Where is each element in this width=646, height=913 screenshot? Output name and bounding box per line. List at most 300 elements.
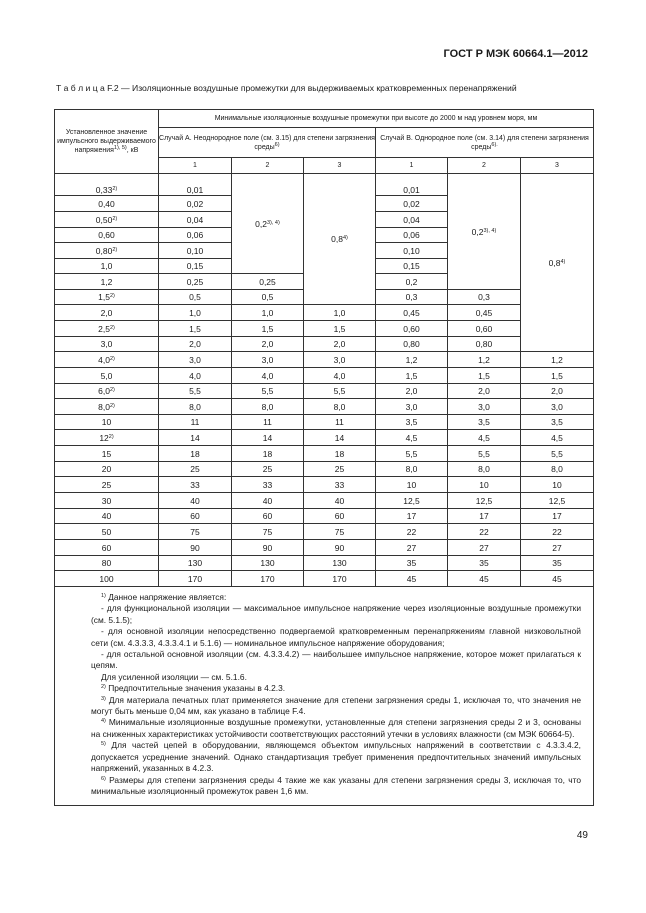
cell-value: 75 <box>190 526 200 537</box>
merged-value: 0,8 <box>331 234 343 244</box>
cell-value: 8,0 <box>551 464 563 474</box>
voltage-value: 1,0 <box>100 261 113 271</box>
case-b-degree-1-cell <box>376 493 448 509</box>
voltage-value: 80 <box>101 558 112 568</box>
cell-value: 5,5 <box>405 448 418 459</box>
footnote-marker: 3) <box>101 695 106 702</box>
case-b-degree-2-cell <box>448 446 521 462</box>
cell-value: 22 <box>479 526 489 537</box>
cell-value: 10 <box>406 479 417 490</box>
footnote <box>91 649 581 672</box>
pollution-degree-header: 1 <box>159 158 232 174</box>
cell-value: 0,04 <box>403 214 420 225</box>
voltage-value: 20 <box>101 464 112 474</box>
footnote-text: - для остальной основной изоляции (см. 4.3.3.4.2) — наибольшее импульсное напряжение, которое может прилагаться к цепям. <box>91 649 581 671</box>
case-a-degree-3-merged <box>304 174 376 305</box>
footnote-marker: 5) <box>101 741 106 748</box>
case-b-degree-1-cell <box>376 337 448 352</box>
merged-footnote-ref: 4) <box>342 235 348 241</box>
cell-value: 170 <box>260 573 275 584</box>
case-a-degree-1-cell <box>159 274 232 290</box>
case-a-degree-1-cell <box>159 415 232 430</box>
cell-value: 4,0 <box>333 370 346 381</box>
voltage-cell <box>55 174 159 196</box>
case-b-degree-3-cell <box>521 493 594 509</box>
voltage-column-header: Установленное значение импульсного выдерживаемого напряжения$^{1), 5)}$, кВ <box>55 110 159 174</box>
cell-value: 14 <box>262 432 273 443</box>
voltage-value: 40 <box>101 511 112 521</box>
case-b-degree-3-cell <box>521 446 594 462</box>
cell-value: 1,5 <box>478 370 490 381</box>
case-a-degree-1-cell <box>159 399 232 415</box>
cell-value: 75 <box>262 526 273 537</box>
footnote-text: - для функциональной изоляции — максимальное импульсное напряжение через изоляционные воздушные промежутки (см. 5.1.5); <box>91 603 581 625</box>
case-b-degree-1-cell <box>376 321 448 337</box>
table-row <box>55 337 594 352</box>
case-b-degree-1-cell <box>376 368 448 384</box>
cell-value: 1,5 <box>189 323 201 334</box>
case-b-degree-3-cell <box>521 571 594 587</box>
cell-value: 0,01 <box>403 185 420 195</box>
case-a-degree-2-cell <box>232 352 304 368</box>
case-a-degree-3-cell <box>304 321 376 337</box>
case-a-degree-1-cell <box>159 290 232 305</box>
merged-footnote-ref: 3), 4) <box>483 227 497 234</box>
cell-value: 0,06 <box>186 230 204 240</box>
voltage-footnote-ref: 2) <box>112 186 118 192</box>
case-b-degree-1-cell <box>376 384 448 399</box>
voltage-value: 25 <box>101 479 112 490</box>
case-b-degree-1-cell <box>376 540 448 556</box>
case-b-degree-1-cell <box>376 399 448 415</box>
table-row <box>55 174 594 196</box>
case-b-degree-2-cell <box>448 556 521 571</box>
footnote <box>91 626 581 649</box>
cell-value: 0,15 <box>186 261 204 271</box>
voltage-footnote-ref: 2) <box>109 324 115 331</box>
cell-value: 33 <box>190 479 200 490</box>
voltage-cell <box>55 556 159 571</box>
case-b-degree-1-cell <box>376 415 448 430</box>
case-b-degree-1-cell <box>376 274 448 290</box>
merged-value: 0,2 <box>471 226 484 237</box>
case-b-degree-1-cell <box>376 243 448 259</box>
cell-value: 1,2 <box>405 354 418 365</box>
clearance-header: Минимальные изоляционные воздушные промежутки при высоте до 2000 м над уровнем моря, мм <box>159 110 594 128</box>
case-b-degree-2-cell <box>448 321 521 337</box>
cell-value: 17 <box>406 511 417 521</box>
cell-value: 75 <box>334 526 345 537</box>
cell-value: 11 <box>190 417 200 427</box>
case-a-degree-3-cell <box>304 446 376 462</box>
case-a-degree-3-cell <box>304 415 376 430</box>
case-a-degree-1-cell <box>159 446 232 462</box>
cell-value: 18 <box>190 448 200 459</box>
case-a-degree-3-cell <box>304 524 376 540</box>
cell-value: 1,0 <box>261 307 274 318</box>
cell-value: 22 <box>552 526 562 537</box>
case-b-degree-2-cell <box>448 415 521 430</box>
case-a-degree-3-cell <box>304 556 376 571</box>
cell-value: 45 <box>552 573 562 584</box>
cell-value: 130 <box>332 558 347 568</box>
cell-value: 0,60 <box>403 323 420 334</box>
voltage-value: 12 <box>99 432 109 443</box>
case-b-degree-1-cell <box>376 196 448 212</box>
cell-value: 3,0 <box>478 401 490 412</box>
voltage-value: 0,50 <box>95 214 113 225</box>
case-b-degree-2-cell <box>448 384 521 399</box>
voltage-value: 8,0 <box>98 401 110 412</box>
cell-value: 0,04 <box>186 214 204 225</box>
table-row <box>55 462 594 477</box>
footnote <box>91 592 581 603</box>
case-b-degree-2-cell <box>448 368 521 384</box>
case-a-degree-1-cell <box>159 556 232 571</box>
case-a-degree-3-cell <box>304 384 376 399</box>
table-row <box>55 477 594 493</box>
voltage-cell <box>55 493 159 509</box>
case-a-degree-2-cell <box>232 509 304 524</box>
footnote <box>91 717 581 740</box>
case-a-degree-2-cell <box>232 305 304 321</box>
voltage-cell <box>55 259 159 274</box>
cell-value: 1,2 <box>551 354 563 365</box>
case-b-degree-1-cell <box>376 462 448 477</box>
footnote <box>91 672 581 683</box>
voltage-footnote-ref: 2) <box>109 387 115 393</box>
footnote <box>91 603 581 626</box>
case-b-degree-2-cell <box>448 352 521 368</box>
case-a-degree-1-cell <box>159 305 232 321</box>
case-a-degree-2-cell <box>232 556 304 571</box>
table-row <box>55 384 594 399</box>
voltage-value: 15 <box>101 448 112 459</box>
case-b-degree-1-cell <box>376 524 448 540</box>
case-a-degree-2-cell <box>232 415 304 430</box>
cell-value: 40 <box>334 495 345 506</box>
voltage-value: 0,80 <box>95 245 113 256</box>
cell-value: 4,5 <box>551 432 563 443</box>
case-a-degree-3-cell <box>304 337 376 352</box>
cell-value: 12,5 <box>403 495 420 506</box>
case-b-degree-2-cell <box>448 493 521 509</box>
case-a-degree-3-cell <box>304 540 376 556</box>
footnote <box>91 775 581 798</box>
table-row <box>55 446 594 462</box>
cell-value: 90 <box>334 542 345 553</box>
cell-value: 0,45 <box>475 307 493 318</box>
cell-value: 4,5 <box>405 432 418 443</box>
cell-value: 0,5 <box>261 292 274 302</box>
cell-value: 4,5 <box>478 432 490 443</box>
footnote-text: Данное напряжение является: <box>105 592 227 602</box>
cell-value: 33 <box>334 479 345 490</box>
voltage-cell <box>55 321 159 337</box>
footnote-marker: 6) <box>101 775 106 782</box>
table-row <box>55 509 594 524</box>
case-a-degree-2-merged <box>232 174 304 274</box>
cell-value: 60 <box>190 511 200 521</box>
voltage-cell <box>55 540 159 556</box>
merged-footnote-ref: 4) <box>560 258 566 265</box>
case-a-degree-2-cell <box>232 368 304 384</box>
voltage-value: 0,60 <box>98 230 115 240</box>
voltage-value: 0,40 <box>98 198 115 209</box>
cell-value: 5,5 <box>261 386 274 396</box>
cell-value: 3,5 <box>478 417 490 427</box>
case-a-degree-2-cell <box>232 430 304 446</box>
voltage-cell <box>55 228 159 243</box>
case-b-degree-1-cell <box>376 430 448 446</box>
case-b-degree-2-cell <box>448 571 521 587</box>
cell-value: 0,02 <box>403 198 420 209</box>
voltage-cell <box>55 509 159 524</box>
case-a-degree-1-cell <box>159 352 232 368</box>
voltage-cell <box>55 305 159 321</box>
voltage-value: 1,5 <box>98 292 110 302</box>
case-a-degree-1-cell <box>159 477 232 493</box>
cell-value: 25 <box>190 464 200 474</box>
case-a-degree-1-cell <box>159 462 232 477</box>
voltage-cell <box>55 477 159 493</box>
table-row <box>55 399 594 415</box>
cell-value: 12,5 <box>475 495 493 506</box>
case-a-degree-1-cell <box>159 212 232 228</box>
cell-value: 27 <box>406 542 417 553</box>
voltage-value: 50 <box>101 526 112 537</box>
cell-value: 0,06 <box>403 230 420 240</box>
case-b-degree-1-cell <box>376 509 448 524</box>
cell-value: 18 <box>262 448 273 459</box>
case-b-degree-2-cell <box>448 337 521 352</box>
cell-value: 8,0 <box>261 401 274 412</box>
cell-value: 1,0 <box>189 307 201 318</box>
case-a-degree-2-cell <box>232 337 304 352</box>
footnote-text: Предпочтительные значения указаны в 4.2.3. <box>105 683 286 694</box>
case-b-degree-3-cell <box>521 399 594 415</box>
cell-value: 0,15 <box>403 261 420 271</box>
footnotes <box>55 587 594 806</box>
table-row <box>55 415 594 430</box>
cell-value: 5,5 <box>478 448 490 459</box>
cell-value: 5,5 <box>551 448 563 459</box>
case-a-degree-1-cell <box>159 243 232 259</box>
case-b-degree-1-cell <box>376 174 448 196</box>
cell-value: 33 <box>262 479 273 490</box>
cell-value: 18 <box>334 448 345 459</box>
footnote-text: Для частей цепей в оборудовании, являющемся объектом импульсных напряжений в соответствии с 4.3.3.4.2, допускается усреднение значений. Однако стандартизация требует применения предпочтительных значений импульсных напряжений, указанных в 4.2.3. <box>91 740 581 774</box>
case-a-header: Случай А. Неоднородное поле (см. 3.15) для степени загрязнения среды$^{6)}$ <box>159 128 376 158</box>
cell-value: 2,0 <box>405 386 418 396</box>
merged-footnote-ref: 3), 4) <box>266 219 280 226</box>
clearance-table <box>54 109 594 806</box>
voltage-cell <box>55 430 159 446</box>
case-a-degree-1-cell <box>159 509 232 524</box>
voltage-footnote-ref: 2) <box>112 246 118 253</box>
cell-value: 3,0 <box>261 354 274 365</box>
case-a-degree-2-cell <box>232 571 304 587</box>
case-a-degree-1-cell <box>159 571 232 587</box>
cell-value: 11 <box>263 417 272 427</box>
case-b-degree-2-cell <box>448 399 521 415</box>
voltage-cell <box>55 399 159 415</box>
voltage-footnote-ref: 2) <box>109 293 115 299</box>
cell-value: 5,5 <box>189 386 201 396</box>
case-a-degree-1-cell <box>159 540 232 556</box>
voltage-cell <box>55 196 159 212</box>
cell-value: 27 <box>479 542 489 553</box>
cell-value: 35 <box>552 558 562 568</box>
voltage-cell <box>55 274 159 290</box>
voltage-cell <box>55 571 159 587</box>
cell-value: 5,5 <box>333 386 346 396</box>
case-b-degree-2-cell <box>448 477 521 493</box>
table-caption: Т а б л и ц а F.2 — Изоляционные воздушные промежутки для выдерживаемых кратковременных перенапряжений <box>56 83 517 93</box>
case-a-degree-1-cell <box>159 384 232 399</box>
cell-value: 1,5 <box>551 370 563 381</box>
cell-value: 25 <box>334 464 345 474</box>
case-a-degree-2-cell <box>232 524 304 540</box>
cell-value: 0,3 <box>478 292 490 302</box>
cell-value: 40 <box>190 495 200 506</box>
footnotes-row <box>55 587 594 806</box>
case-a-degree-2-cell <box>232 462 304 477</box>
cell-value: 90 <box>262 542 273 553</box>
case-a-degree-2-cell <box>232 399 304 415</box>
cell-value: 1,5 <box>333 323 346 334</box>
table-row <box>55 430 594 446</box>
case-a-degree-3-cell <box>304 509 376 524</box>
case-a-degree-1-cell <box>159 259 232 274</box>
cell-value: 1,2 <box>478 354 490 365</box>
cell-value: 3,5 <box>405 417 418 427</box>
cell-value: 130 <box>187 558 203 568</box>
case-a-degree-2-cell <box>232 477 304 493</box>
cell-value: 2,0 <box>478 386 490 396</box>
voltage-cell <box>55 462 159 477</box>
case-b-degree-2-cell <box>448 540 521 556</box>
case-a-degree-1-cell <box>159 228 232 243</box>
case-a-degree-2-cell <box>232 321 304 337</box>
case-b-degree-1-cell <box>376 305 448 321</box>
voltage-footnote-ref: 2) <box>112 215 118 222</box>
footnote-text: Для материала печатных плат применяется значение для степени загрязнения среды 1, исключая то, что значения не могут быть меньше 0,04 мм, как указано в таблице F.4. <box>91 694 581 717</box>
case-b-degree-3-cell <box>521 509 594 524</box>
voltage-cell <box>55 290 159 305</box>
footnote <box>91 740 581 774</box>
voltage-value: 4,0 <box>98 354 110 365</box>
cell-value: 45 <box>406 573 417 584</box>
table-row <box>55 556 594 571</box>
case-a-degree-3-cell <box>304 352 376 368</box>
merged-value: 0,8 <box>548 257 561 268</box>
case-b-degree-3-cell <box>521 556 594 571</box>
cell-value: 170 <box>332 573 347 584</box>
cell-value: 27 <box>552 542 562 553</box>
case-b-degree-3-cell <box>521 477 594 493</box>
cell-value: 17 <box>479 511 489 521</box>
cell-value: 2,0 <box>333 339 346 349</box>
voltage-value: 100 <box>99 573 114 584</box>
cell-value: 25 <box>262 464 273 474</box>
page-number: 49 <box>576 830 588 841</box>
case-b-degree-1-cell <box>376 446 448 462</box>
case-b-degree-1-cell <box>376 228 448 243</box>
voltage-footnote-ref: 2) <box>109 402 115 409</box>
cell-value: 0,5 <box>189 292 201 302</box>
table-row <box>55 368 594 384</box>
case-b-degree-1-cell <box>376 352 448 368</box>
cell-value: 0,60 <box>475 323 493 334</box>
voltage-value: 10 <box>101 417 112 427</box>
cell-value: 1,0 <box>333 307 346 318</box>
cell-value: 2,0 <box>261 339 274 349</box>
case-a-degree-2-cell <box>232 493 304 509</box>
case-b-degree-2-cell <box>448 524 521 540</box>
case-b-degree-2-cell <box>448 305 521 321</box>
cell-value: 0,10 <box>403 245 420 256</box>
cell-value: 170 <box>187 573 203 584</box>
footnote-text: Для усиленной изоляции — см. 5.1.6. <box>101 671 247 682</box>
case-a-degree-2-cell <box>232 446 304 462</box>
voltage-value: 3,0 <box>100 339 113 349</box>
pollution-degree-header: 3 <box>521 158 594 174</box>
case-b-degree-3-cell <box>521 368 594 384</box>
cell-value: 3,0 <box>405 401 418 412</box>
cell-value: 8,0 <box>189 401 201 412</box>
cell-value: 8,0 <box>478 464 490 474</box>
voltage-cell <box>55 524 159 540</box>
cell-value: 3,0 <box>333 354 346 365</box>
cell-value: 3,0 <box>189 354 201 365</box>
case-b-degree-3-cell <box>521 540 594 556</box>
voltage-cell <box>55 384 159 399</box>
voltage-footnote-ref: 2) <box>108 433 114 440</box>
case-b-degree-3-cell <box>521 524 594 540</box>
cell-value: 0,80 <box>475 339 493 349</box>
case-a-degree-1-cell <box>159 174 232 196</box>
case-b-degree-3-cell <box>521 462 594 477</box>
voltage-cell <box>55 368 159 384</box>
pollution-degree-header: 1 <box>376 158 448 174</box>
case-a-degree-3-cell <box>304 493 376 509</box>
case-a-degree-3-cell <box>304 571 376 587</box>
table-row <box>55 352 594 368</box>
cell-value: 14 <box>190 432 200 443</box>
cell-value: 14 <box>334 432 345 443</box>
cell-value: 90 <box>190 542 200 553</box>
footnote-text: Минимальные изоляционные воздушные промежутки, установленные для степени загрязнения среды 2 и 3, основаны на сниженных характеристиках устойчивости соответствующих расстояний утечки в условиях влажности (см МЭК 60664-5). <box>91 717 581 739</box>
case-a-degree-1-cell <box>159 493 232 509</box>
case-a-degree-3-cell <box>304 477 376 493</box>
case-b-degree-3-cell <box>521 384 594 399</box>
cell-value: 60 <box>334 511 345 521</box>
case-b-degree-1-cell <box>376 477 448 493</box>
case-a-degree-3-cell <box>304 399 376 415</box>
cell-value: 0,2 <box>405 276 418 287</box>
cell-value: 60 <box>262 511 273 521</box>
cell-value: 8,0 <box>333 401 346 412</box>
cell-value: 11 <box>335 417 344 427</box>
cell-value: 0,3 <box>405 292 418 302</box>
case-a-degree-1-cell <box>159 368 232 384</box>
pollution-degree-header: 2 <box>448 158 521 174</box>
case-a-degree-3-cell <box>304 305 376 321</box>
cell-value: 45 <box>479 573 489 584</box>
voltage-cell <box>55 352 159 368</box>
cell-value: 0,25 <box>186 276 204 287</box>
